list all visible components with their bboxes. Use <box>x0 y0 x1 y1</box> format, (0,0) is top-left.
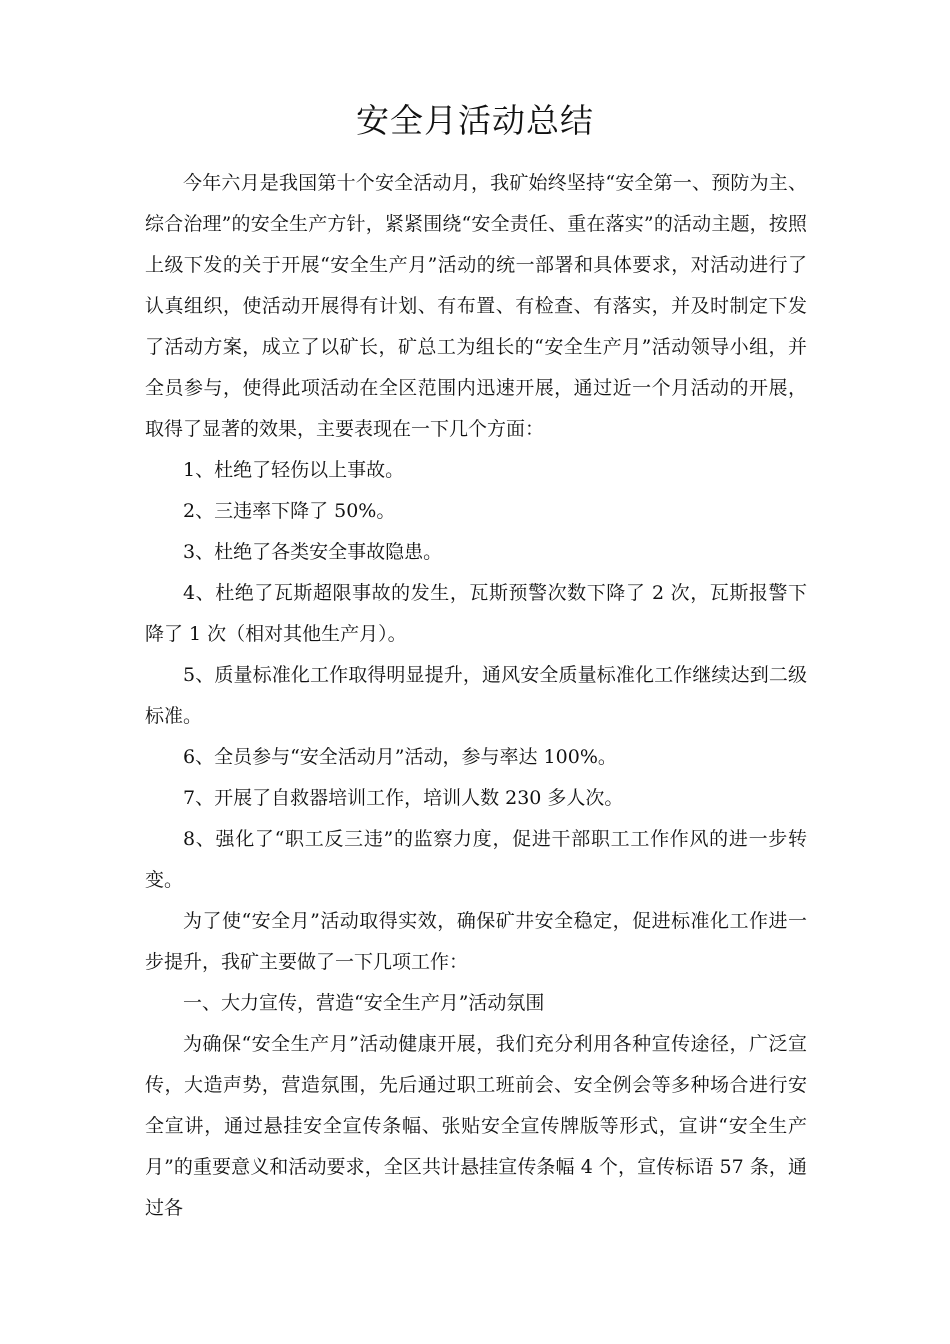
list-item-3: 3、杜绝了各类安全事故隐患。 <box>183 541 443 563</box>
list-item-6: 6、全员参与“安全活动月”活动，参与率达 100%。 <box>183 746 617 768</box>
section-heading-1: 一、大力宣传，营造“安全生产月”活动氛围 <box>183 992 545 1014</box>
list-item-7: 7、开展了自救器培训工作，培训人数 230 多人次。 <box>183 787 624 809</box>
document-title: 安全月活动总结 <box>356 101 594 140</box>
list-item-1: 1、杜绝了轻伤以上事故。 <box>183 459 405 481</box>
list-item-8: 8、强化了“职工反三违”的监察力度，促进干部职工工作作风的进一步转变。 <box>145 828 807 891</box>
document-body <box>145 163 807 1229</box>
list-item-4: 4、杜绝了瓦斯超限事故的发生，瓦斯预警次数下降了 2 次，瓦斯报警下降了 1 次（相对其他生产月）。 <box>145 582 807 645</box>
paragraph-section-1: 为确保“安全生产月”活动健康开展，我们充分利用各种宣传途径，广泛宣传，大造声势，营造氛围，先后通过职工班前会、安全例会等多种场合进行安全宣讲，通过悬挂安全宣传条幅、张贴安全宣传牌版等形式，宣讲“安全生产月”的重要意义和活动要求，全区共计悬挂宣传条幅 4 个，宣传标语 57 条，通过各 <box>145 1033 807 1219</box>
list-item-2: 2、三违率下降了 50%。 <box>183 500 396 522</box>
list-item-5: 5、质量标准化工作取得明显提升，通风安全质量标准化工作继续达到二级标准。 <box>145 664 807 727</box>
paragraph-intro: 今年六月是我国第十个安全活动月，我矿始终坚持“安全第一、预防为主、综合治理”的安全生产方针，紧紧围绕“安全责任、重在落实”的活动主题，按照上级下发的关于开展“安全生产月”活动的统一部署和具体要求，对活动进行了认真组织，使活动开展得有计划、有布置、有检查、有落实，并及时制定下发了活动方案，成立了以矿长，矿总工为组长的“安全生产月”活动领导小组，并全员参与，使得此项活动在全区范围内迅速开展，通过近一个月活动的开展，取得了显著的效果，主要表现在一下几个方面： <box>145 172 807 440</box>
paragraph-work-intro: 为了使“安全月”活动取得实效，确保矿井安全稳定，促进标准化工作进一步提升，我矿主要做了一下几项工作： <box>145 910 807 973</box>
